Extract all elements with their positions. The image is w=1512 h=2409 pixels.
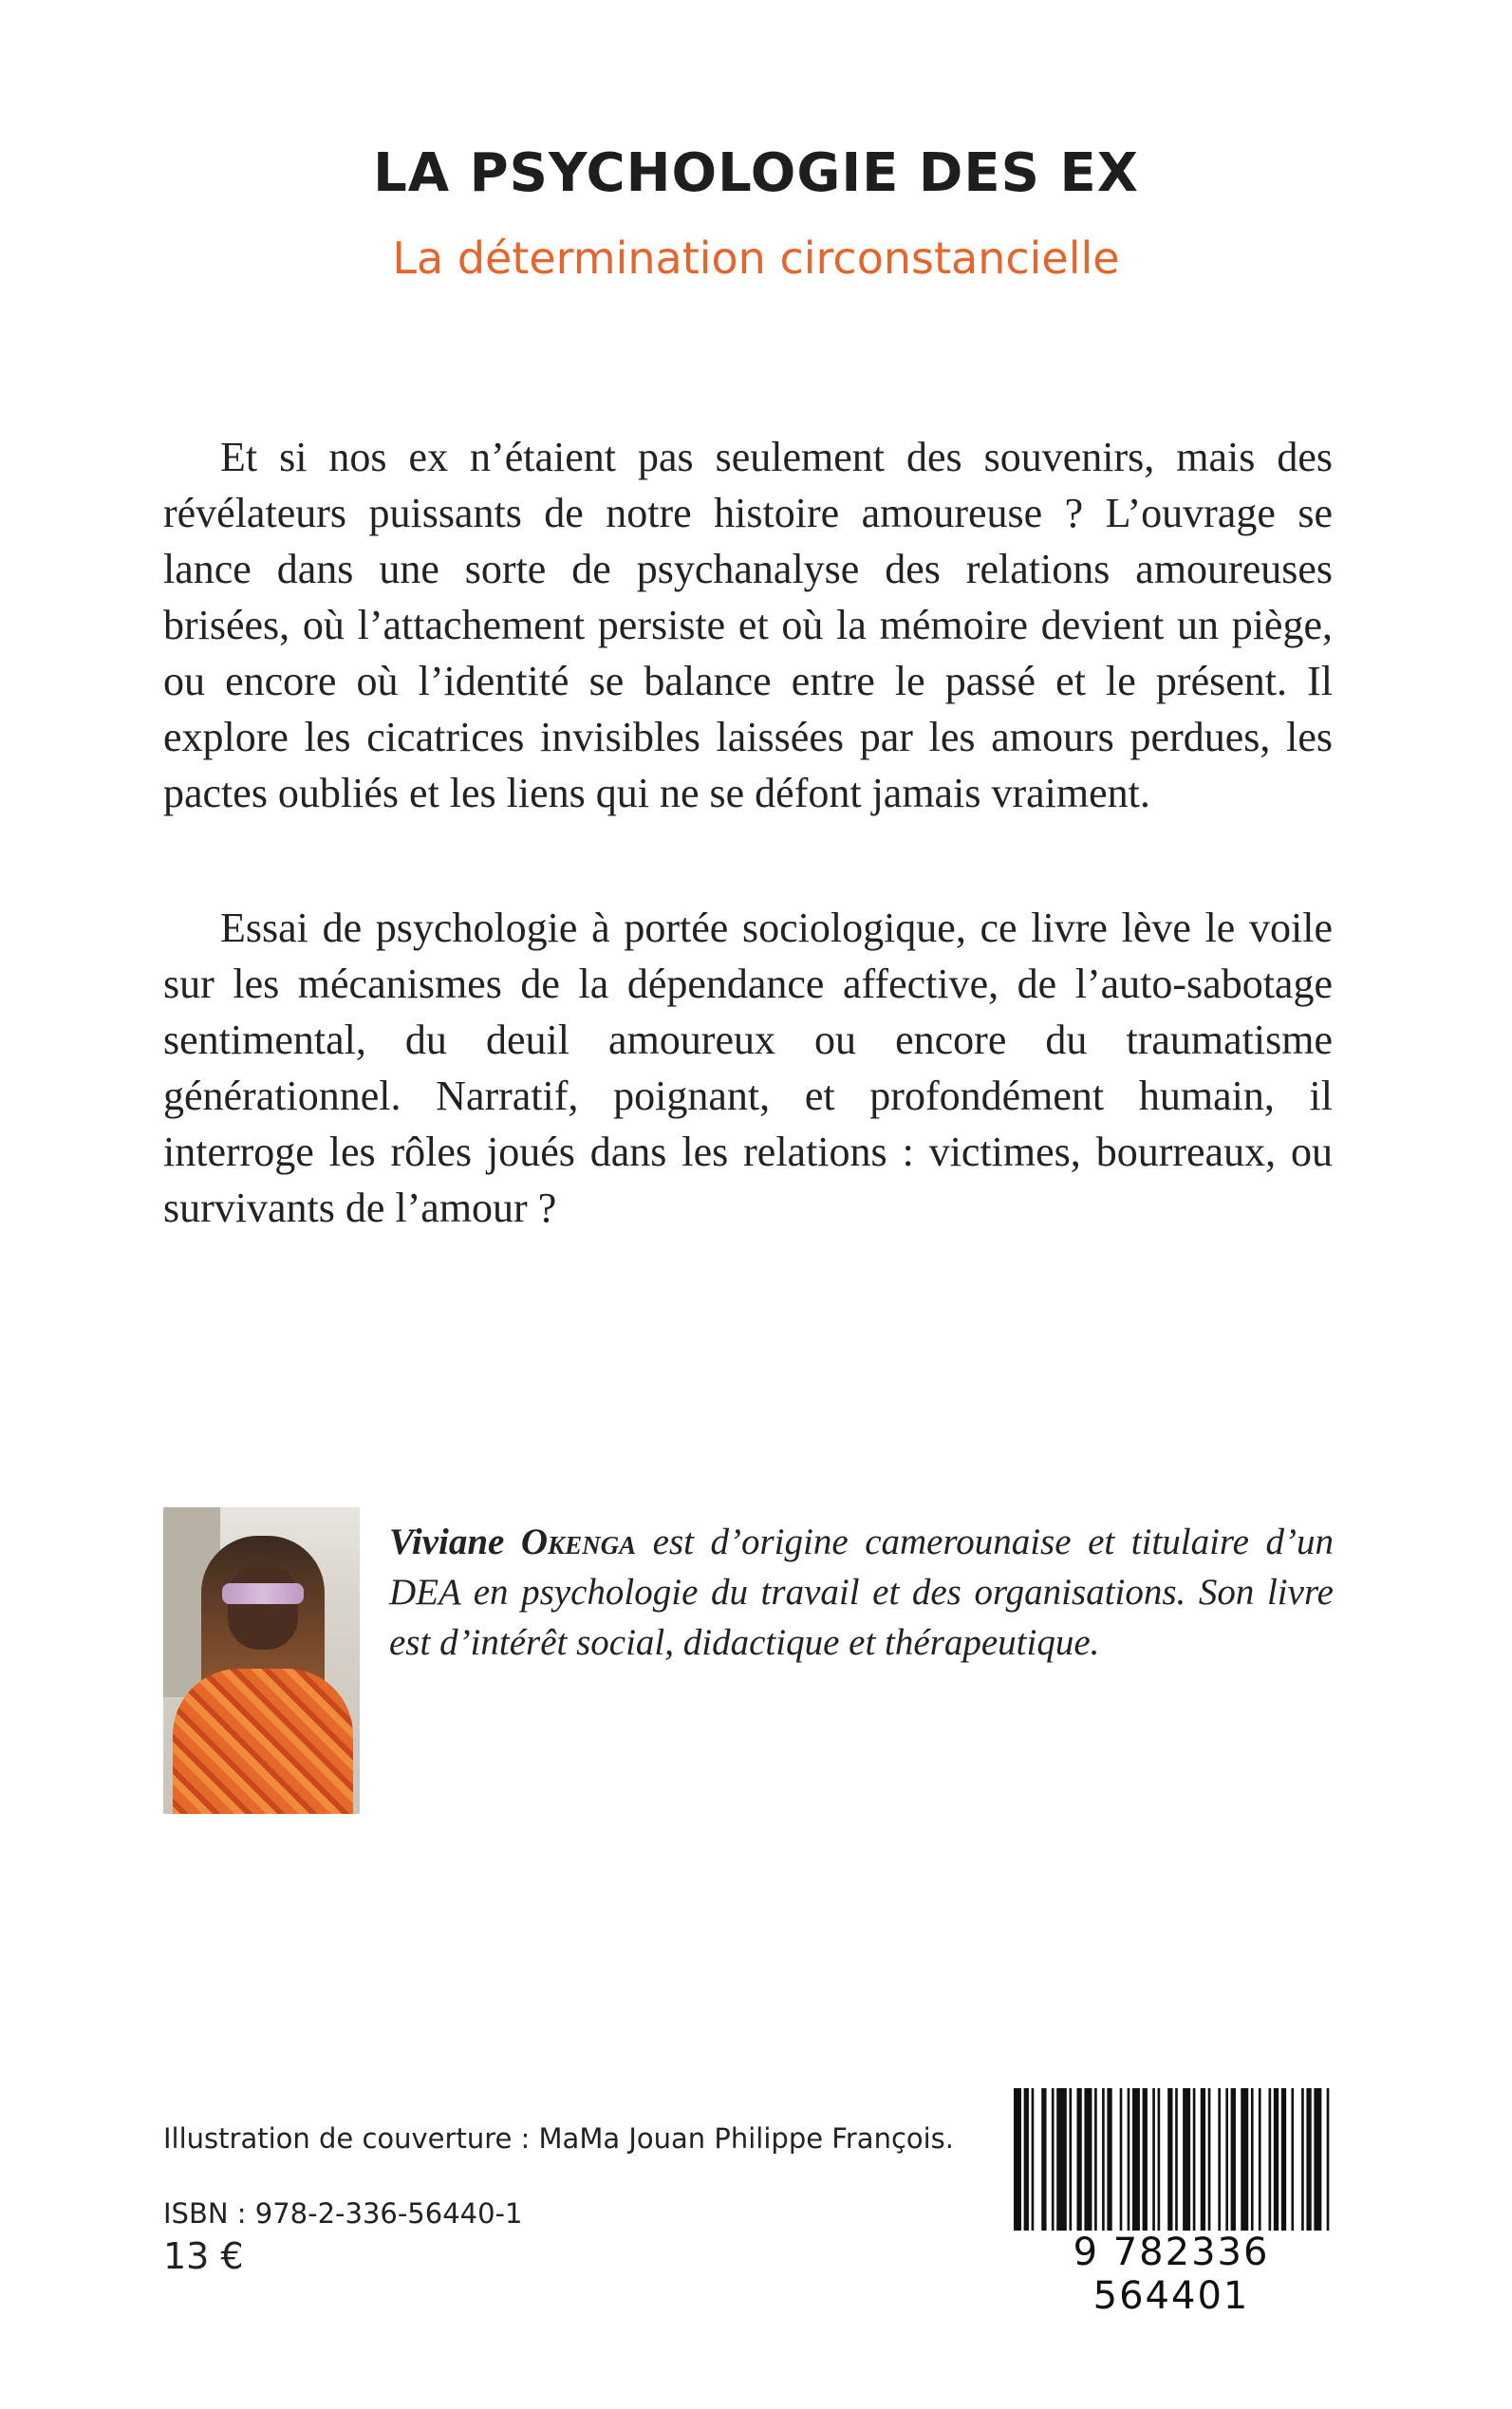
- author-photo: [163, 1507, 360, 1814]
- description-paragraph-1: Et si nos ex n’étaient pas seulement des souvenirs, mais des révélateurs puissants de notre histoire amoureuse ? L’ouvrage se lance dans une sorte de psychanalyse des relations amoureuses brisées, où l’attachement persiste et où la mémoire devient un piège, ou encore où l’identité se balance entre le passé et le présent. Il explore les cicatrices invisibles laissées par les amours perdues, les pactes oubliés et les liens qui ne se défont jamais vraiment.: [163, 434, 1333, 816]
- barcode-number: 9 782336 564401: [1000, 2231, 1342, 2318]
- book-subtitle: La détermination circonstancielle: [392, 233, 1120, 284]
- price-label: 13 €: [163, 2235, 244, 2277]
- illustration-credit: Illustration de couverture : MaMa Jouan Philippe François.: [163, 2122, 955, 2155]
- author-bio-text: est d’origine camerounaise et titulaire d’un DEA en psychologie du travail et des organisations. Son livre est d’intérêt social, didactique et thérapeutique.: [389, 1522, 1335, 1663]
- description-paragraph-2: Essai de psychologie à portée sociologique, ce livre lève le voile sur les mécanismes de la dépendance affective, de l’auto-sabotage sentimental, du deuil amoureux ou encore du traumatisme générationnel. Narratif, poignant, et profondément humain, il interroge les rôles joués dans les relations : victimes, bourreaux, ou survivants de l’amour ?: [163, 905, 1333, 1231]
- isbn-label: ISBN : 978-2-336-56440-1: [163, 2197, 523, 2230]
- author-first-name: Viviane: [389, 1522, 505, 1562]
- author-last-name: Okenga: [520, 1522, 637, 1562]
- book-title: LA PSYCHOLOGIE DES EX: [373, 142, 1139, 204]
- author-bio: [389, 1517, 1334, 1668]
